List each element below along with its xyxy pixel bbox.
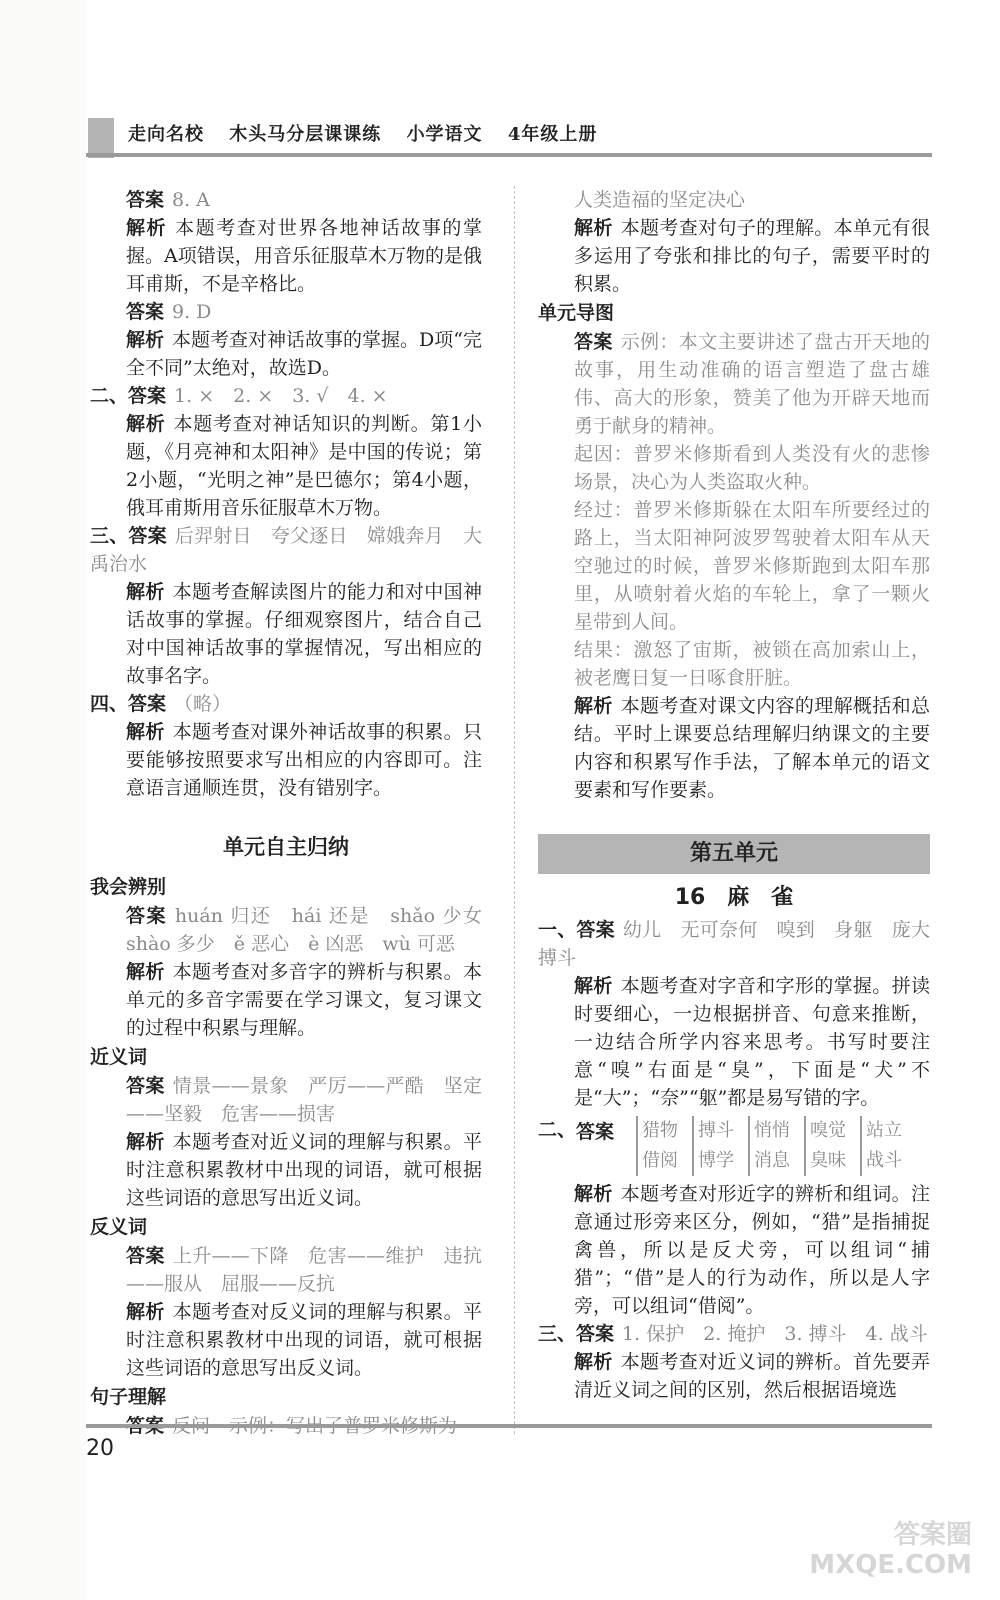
- page-number: 20: [86, 1436, 114, 1461]
- l3-answer: 三、答案 1. 保护 2. 掩护 3. 搏斗 4. 战斗: [538, 1323, 928, 1345]
- q9-analysis: 解析 本题考查对神话故事的掌握。D项“完全不同”太绝对，故选D。: [126, 329, 482, 379]
- l2-answer-label: 答案: [576, 1121, 615, 1143]
- word-pair: 悄悄 消息: [748, 1116, 790, 1176]
- sec3-answer: 三、答案 后羿射日 夸父逐日 嫦娥奔月 大禹治水: [90, 525, 482, 575]
- running-header: [128, 120, 615, 146]
- q8-analysis: 解析 本题考查对世界各地神话故事的掌握。A项错误，用音乐征服草木万物的是俄耳甫斯，不是辛格比。: [126, 217, 482, 295]
- header-brand: 走向名校: [128, 124, 204, 145]
- bianbie-title: 我会辨别: [90, 876, 167, 898]
- daotu-result: 结果：激怒了宙斯，被锁在高加索山上，被老鹰日复一日啄食肝脏。: [574, 639, 930, 689]
- header-rule: [86, 153, 932, 157]
- unit-banner: 第五单元: [538, 834, 930, 874]
- l2-analysis: 解析 本题考查对形近字的辨析和组词。注意通过形旁来区分，例如，“猎”是指捕捉禽兽，所以是反犬旁，可以组词“捕猎”；“借”是人的行为动作，所以是人字旁，可以组词“借阅”。: [574, 1183, 930, 1317]
- fanyi-title: 反义词: [90, 1216, 148, 1238]
- word-pair: 搏斗 博学: [692, 1116, 734, 1176]
- watermark-line2: MXQE.COM: [809, 1550, 972, 1580]
- page-edge: [0, 0, 86, 1600]
- l1-analysis: 解析 本题考查对字音和字形的掌握。拼读时要细心，一边根据拼音、句意来推断，一边结合所学内容来思考。书写时要注意“嗅”右面是“臭”，下面是“犬”不是“大”；“奈”“躯”都是易写错的字。: [574, 975, 930, 1109]
- fanyi-answer: 答案 上升——下降 危害——维护 违抗——服从 屈服——反抗: [126, 1245, 482, 1295]
- q8-answer: 答案 8. A: [126, 189, 210, 211]
- l2-num: 二、: [538, 1119, 577, 1141]
- l2-answer: [538, 1116, 930, 1176]
- jinyi-analysis: 解析 本题考查对近义词的理解与积累。平时注意积累教材中出现的词语，就可根据这些词语的意思写出近义词。: [126, 1131, 482, 1209]
- word-pair: 嗅觉 臭味: [804, 1116, 846, 1176]
- daotu-process: 经过：普罗米修斯躲在太阳车所要经过的路上，当太阳神阿波罗驾驶着太阳车从天空驰过的时候，普罗米修斯跑到太阳车那里，从喷射着火焰的车轮上，拿了一颗火星带到人间。: [574, 499, 930, 633]
- header-grade: 4年级上册: [507, 124, 598, 145]
- bianbie-analysis: 解析 本题考查对多音字的辨析与积累。本单元的多音字需要在学习课文，复习课文的过程中积累与理解。: [126, 961, 482, 1039]
- sec4-answer: 四、答案 （略）: [90, 693, 232, 715]
- sec2-analysis: 解析 本题考查对神话知识的判断。第1小题，《月亮神和太阳神》是中国的传说；第2小题，“光明之神”是巴德尔；第4小题，俄耳甫斯用音乐征服草木万物。: [126, 413, 482, 519]
- sec2-answer: 二、答案 1. × 2. × 3. √ 4. ×: [90, 385, 388, 407]
- word-pair: 站立 战斗: [860, 1116, 902, 1176]
- left-column: [90, 186, 501, 1440]
- l1-answer: 一、答案 幼儿 无可奈何 嗅到 身躯 庞大 搏斗: [538, 919, 949, 969]
- jinyi-answer: 答案 情景——景象 严厉——严酷 坚定——坚毅 危害——损害: [126, 1075, 482, 1125]
- juzi-title: 句子理解: [90, 1386, 167, 1408]
- summary-title: 单元自主归纳: [223, 834, 349, 859]
- sec3-analysis: 解析 本题考查解读图片的能力和对中国神话故事的掌握。仔细观察图片，结合自己对中国神话故事的掌握情况，写出相应的故事名字。: [126, 581, 482, 687]
- column-divider: [514, 186, 515, 1434]
- juzi-analysis: 解析 本题考查对句子的理解。本单元有很多运用了夸张和排比的句子，需要平时的积累。: [574, 217, 930, 295]
- l3-analysis: 解析 本题考查对近义词的辨析。首先要弄清近义词之间的区别，然后根据语境选: [574, 1351, 930, 1401]
- watermark-line1: 答案圈: [893, 1520, 972, 1550]
- daotu-answer: 答案 示例：本文主要讲述了盘古开天地的故事，用生动准确的语言塑造了盘古雄伟、高大的形象，赞美了他为开辟天地而勇于献身的精神。: [574, 331, 930, 437]
- header-subject: 小学语文: [406, 124, 483, 145]
- bianbie-answer: 答案 huán 归还 hái 还是 shǎo 少女 shào 多少 ě 恶心 è 凶恶 wù 可恶: [126, 905, 501, 955]
- watermark: [809, 1520, 972, 1580]
- word-pair: 猎物 借阅: [636, 1116, 678, 1176]
- header-series: 木头马分层课课练: [229, 124, 382, 145]
- juzi-answer-continued: 人类造福的坚定决心: [574, 189, 746, 211]
- daotu-title: 单元导图: [538, 302, 615, 324]
- footer-rule: [86, 1424, 932, 1428]
- lesson-title: 16 麻 雀: [674, 885, 794, 910]
- q9-answer: 答案 9. D: [126, 301, 212, 323]
- daotu-analysis: 解析 本题考查对课文内容的理解概括和总结。平时上课要总结理解归纳课文的主要内容和积累写作手法，了解本单元的语文要素和写作要素。: [574, 695, 930, 801]
- header-marker: [88, 118, 114, 158]
- sec4-analysis: 解析 本题考查对课外神话故事的积累。只要能够按照要求写出相应的内容即可。注意语言通顺连贯，没有错别字。: [126, 721, 482, 799]
- jinyi-title: 近义词: [90, 1046, 148, 1068]
- right-column: [538, 186, 949, 1404]
- fanyi-analysis: 解析 本题考查对反义词的理解与积累。平时注意积累教材中出现的词语，就可根据这些词语的意思写出反义词。: [126, 1301, 482, 1379]
- daotu-cause: 起因：普罗米修斯看到人类没有火的悲惨场景，决心为人类盗取火种。: [574, 443, 930, 493]
